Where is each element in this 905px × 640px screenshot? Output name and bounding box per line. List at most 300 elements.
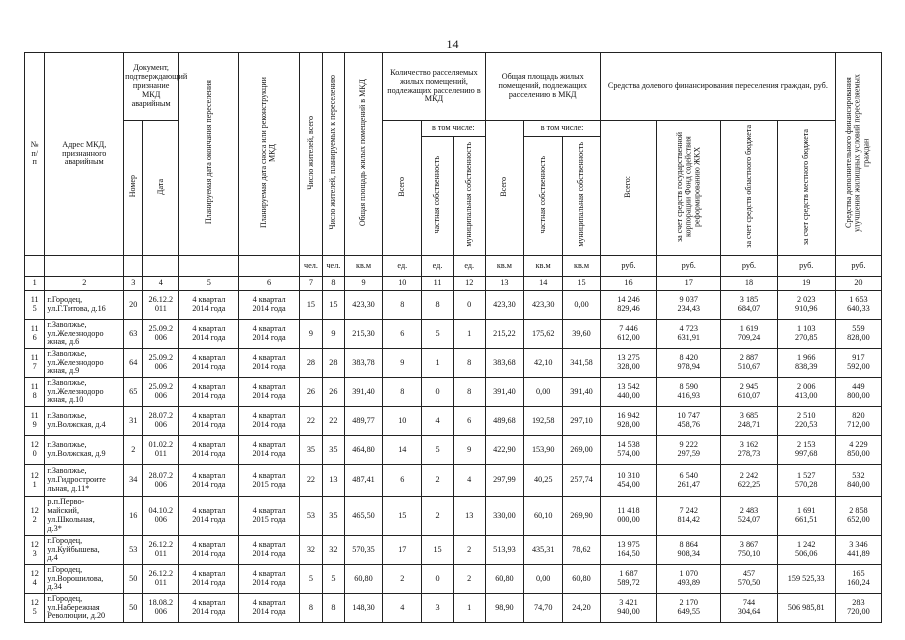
cell-date: 28.07.2 006 xyxy=(143,407,179,436)
cell-res-plan: 26 xyxy=(323,378,344,407)
cell-no: 11 7 xyxy=(25,349,45,378)
cell-f-total: 7 446 612,00 xyxy=(600,320,656,349)
cell-res-total: 9 xyxy=(299,320,322,349)
cell-cnt-mun: 8 xyxy=(453,378,485,407)
cell-a-total: 98,90 xyxy=(485,594,524,623)
cell-area: 489,77 xyxy=(344,407,383,436)
cell-plan-dem: 4 квартал 2015 года xyxy=(239,465,299,497)
cell-cnt-priv: 1 xyxy=(422,349,454,378)
cell-res-plan: 32 xyxy=(323,536,344,565)
cell-cnt-priv: 5 xyxy=(422,436,454,465)
table-row xyxy=(25,565,882,594)
cell-area: 570,35 xyxy=(344,536,383,565)
cell-cnt-priv: 15 xyxy=(422,536,454,565)
column-number-cell: 18 xyxy=(721,277,777,291)
cell-num: 53 xyxy=(124,536,143,565)
cell-addr: г.Заволжье, ул.Железнодоро жная, д.6 xyxy=(45,320,124,349)
header-area-private: частная собственность xyxy=(524,137,563,256)
table-row xyxy=(25,465,882,497)
cell-addr: г.Заволжье, ул.Волжская, д.4 xyxy=(45,407,124,436)
cell-f-add: 283 720,00 xyxy=(835,594,881,623)
column-number-cell: 17 xyxy=(657,277,721,291)
cell-f-add: 165 160,24 xyxy=(835,565,881,594)
cell-f-add: 449 800,00 xyxy=(835,378,881,407)
cell-no: 12 3 xyxy=(25,536,45,565)
column-number-cell: 6 xyxy=(239,277,299,291)
unit-cell xyxy=(124,256,143,277)
cell-area: 464,80 xyxy=(344,436,383,465)
cell-plan-dem: 4 квартал 2014 года xyxy=(239,378,299,407)
cell-a-mun: 78,62 xyxy=(563,536,601,565)
cell-date: 04.10.2 006 xyxy=(143,497,179,536)
unit-cell: кв.м xyxy=(563,256,601,277)
cell-no: 11 9 xyxy=(25,407,45,436)
column-number-cell: 2 xyxy=(45,277,124,291)
cell-f-reg: 3 185 684,07 xyxy=(721,291,777,320)
header-residents-planned: Число жителей, планируемых к переселению xyxy=(323,53,344,256)
header-funding-local: за счет средств местного бюджета xyxy=(777,121,835,256)
header-area-total: Всего xyxy=(485,121,524,256)
cell-res-plan: 5 xyxy=(323,565,344,594)
cell-f-loc: 2 510 220,53 xyxy=(777,407,835,436)
cell-num: 16 xyxy=(124,497,143,536)
cell-plan-res: 4 квартал 2014 года xyxy=(179,436,239,465)
cell-f-total: 14 246 829,46 xyxy=(600,291,656,320)
cell-f-loc: 2 153 997,68 xyxy=(777,436,835,465)
cell-cnt-mun: 6 xyxy=(453,407,485,436)
column-number-cell: 7 xyxy=(299,277,322,291)
cell-area: 487,41 xyxy=(344,465,383,497)
cell-f-loc: 159 525,33 xyxy=(777,565,835,594)
cell-f-fund: 4 723 631,91 xyxy=(657,320,721,349)
cell-cnt-priv: 4 xyxy=(422,407,454,436)
cell-a-total: 330,00 xyxy=(485,497,524,536)
cell-res-plan: 9 xyxy=(323,320,344,349)
cell-a-mun: 391,40 xyxy=(563,378,601,407)
cell-no: 12 5 xyxy=(25,594,45,623)
cell-plan-res: 4 квартал 2014 года xyxy=(179,497,239,536)
cell-res-total: 22 xyxy=(299,465,322,497)
unit-cell xyxy=(143,256,179,277)
header-area-municipal: муниципальная собственность xyxy=(563,137,601,256)
unit-cell: руб. xyxy=(777,256,835,277)
cell-addr: г.Городец, ул.Набережная Революции, д.20 xyxy=(45,594,124,623)
cell-date: 25.09.2 006 xyxy=(143,320,179,349)
cell-res-total: 22 xyxy=(299,407,322,436)
cell-f-add: 917 592,00 xyxy=(835,349,881,378)
column-number-cell: 15 xyxy=(563,277,601,291)
cell-plan-dem: 4 квартал 2015 года xyxy=(239,497,299,536)
cell-a-total: 215,22 xyxy=(485,320,524,349)
cell-res-plan: 28 xyxy=(323,349,344,378)
cell-res-total: 53 xyxy=(299,497,322,536)
cell-cnt-total: 8 xyxy=(383,291,422,320)
cell-no: 12 0 xyxy=(25,436,45,465)
cell-cnt-total: 2 xyxy=(383,565,422,594)
column-number-cell: 14 xyxy=(524,277,563,291)
cell-cnt-total: 9 xyxy=(383,349,422,378)
cell-f-total: 10 310 454,00 xyxy=(600,465,656,497)
cell-f-fund: 6 540 261,47 xyxy=(657,465,721,497)
cell-f-add: 2 858 652,00 xyxy=(835,497,881,536)
cell-cnt-mun: 4 xyxy=(453,465,485,497)
cell-a-priv: 435,31 xyxy=(524,536,563,565)
cell-num: 50 xyxy=(124,565,143,594)
cell-no: 12 4 xyxy=(25,565,45,594)
cell-f-fund: 1 070 493,89 xyxy=(657,565,721,594)
cell-addr: г.Городец, ул.Куйбышева, д.4 xyxy=(45,536,124,565)
cell-area: 60,80 xyxy=(344,565,383,594)
cell-a-total: 391,40 xyxy=(485,378,524,407)
cell-date: 18.08.2 006 xyxy=(143,594,179,623)
unit-cell: чел. xyxy=(299,256,322,277)
cell-cnt-mun: 13 xyxy=(453,497,485,536)
unit-cell xyxy=(179,256,239,277)
cell-cnt-total: 14 xyxy=(383,436,422,465)
cell-cnt-priv: 0 xyxy=(422,378,454,407)
cell-area: 465,50 xyxy=(344,497,383,536)
cell-f-add: 3 346 441,89 xyxy=(835,536,881,565)
cell-a-total: 489,68 xyxy=(485,407,524,436)
table-row xyxy=(25,436,882,465)
cell-a-priv: 423,30 xyxy=(524,291,563,320)
cell-addr: г.Городец, ул.Ворошилова, д.34 xyxy=(45,565,124,594)
cell-f-total: 3 421 940,00 xyxy=(600,594,656,623)
cell-plan-dem: 4 квартал 2014 года xyxy=(239,320,299,349)
cell-f-fund: 8 590 416,93 xyxy=(657,378,721,407)
cell-plan-res: 4 квартал 2014 года xyxy=(179,407,239,436)
unit-cell xyxy=(239,256,299,277)
cell-cnt-total: 6 xyxy=(383,465,422,497)
cell-num: 50 xyxy=(124,594,143,623)
cell-res-plan: 13 xyxy=(323,465,344,497)
header-doc-date: Дата xyxy=(143,121,179,256)
unit-cell: чел. xyxy=(323,256,344,277)
cell-a-priv: 0,00 xyxy=(524,378,563,407)
cell-res-plan: 15 xyxy=(323,291,344,320)
cell-f-total: 14 538 574,00 xyxy=(600,436,656,465)
cell-a-priv: 60,10 xyxy=(524,497,563,536)
cell-cnt-priv: 5 xyxy=(422,320,454,349)
cell-date: 26.12.2 011 xyxy=(143,565,179,594)
cell-no: 11 8 xyxy=(25,378,45,407)
cell-a-priv: 40,25 xyxy=(524,465,563,497)
column-number-cell: 16 xyxy=(600,277,656,291)
header-count-private: частная собственность xyxy=(422,137,454,256)
cell-cnt-priv: 0 xyxy=(422,565,454,594)
header-no: № п/ п xyxy=(25,53,45,256)
unit-cell: кв.м xyxy=(344,256,383,277)
column-number-cell: 8 xyxy=(323,277,344,291)
cell-f-fund: 8 420 978,94 xyxy=(657,349,721,378)
cell-addr: г.Заволжье, ул.Волжская, д.9 xyxy=(45,436,124,465)
table-row xyxy=(25,594,882,623)
cell-f-fund: 8 864 908,34 xyxy=(657,536,721,565)
cell-cnt-total: 4 xyxy=(383,594,422,623)
table-row xyxy=(25,378,882,407)
cell-f-add: 4 229 850,00 xyxy=(835,436,881,465)
column-number-cell: 12 xyxy=(453,277,485,291)
cell-no: 12 1 xyxy=(25,465,45,497)
cell-f-total: 11 418 000,00 xyxy=(600,497,656,536)
cell-plan-dem: 4 квартал 2014 года xyxy=(239,565,299,594)
cell-num: 2 xyxy=(124,436,143,465)
cell-f-reg: 2 242 622,25 xyxy=(721,465,777,497)
cell-f-reg: 2 887 510,67 xyxy=(721,349,777,378)
cell-plan-dem: 4 квартал 2014 года xyxy=(239,436,299,465)
header-planned-demolition: Планируемая дата сноса или реконструкции МКД xyxy=(239,53,299,256)
cell-plan-res: 4 квартал 2014 года xyxy=(179,291,239,320)
cell-res-total: 35 xyxy=(299,436,322,465)
cell-cnt-total: 17 xyxy=(383,536,422,565)
cell-res-total: 8 xyxy=(299,594,322,623)
cell-num: 63 xyxy=(124,320,143,349)
cell-plan-dem: 4 квартал 2014 года xyxy=(239,291,299,320)
cell-cnt-priv: 8 xyxy=(422,291,454,320)
header-living-area: Общая площадь жилых помещений в МКД xyxy=(344,53,383,256)
cell-res-total: 28 xyxy=(299,349,322,378)
cell-a-priv: 175,62 xyxy=(524,320,563,349)
header-planned-resettlement: Планируемая дата окончания переселения xyxy=(179,53,239,256)
cell-no: 11 5 xyxy=(25,291,45,320)
column-number-cell: 13 xyxy=(485,277,524,291)
cell-addr: г.Заволжье, ул.Железнодоро жная, д.9 xyxy=(45,349,124,378)
unit-cell: ед. xyxy=(422,256,454,277)
cell-addr: г.Городец, ул.Г.Титова, д.16 xyxy=(45,291,124,320)
cell-cnt-total: 6 xyxy=(383,320,422,349)
cell-f-reg: 1 619 709,24 xyxy=(721,320,777,349)
unit-cell xyxy=(25,256,45,277)
cell-f-add: 1 653 640,33 xyxy=(835,291,881,320)
cell-cnt-mun: 2 xyxy=(453,536,485,565)
header-funding-regional: за счет средств областного бюджета xyxy=(721,121,777,256)
cell-area: 215,30 xyxy=(344,320,383,349)
column-number-cell: 11 xyxy=(422,277,454,291)
cell-res-total: 5 xyxy=(299,565,322,594)
cell-date: 28.07.2 006 xyxy=(143,465,179,497)
resettlement-table xyxy=(24,52,882,623)
cell-a-priv: 0,00 xyxy=(524,565,563,594)
cell-cnt-mun: 9 xyxy=(453,436,485,465)
cell-cnt-mun: 0 xyxy=(453,291,485,320)
cell-cnt-priv: 2 xyxy=(422,497,454,536)
header-funding-fund: за счет средств государственной корпорации Фонд содействия реформированию ЖКХ xyxy=(657,121,721,256)
unit-cell: ед. xyxy=(383,256,422,277)
cell-a-total: 297,99 xyxy=(485,465,524,497)
cell-f-total: 16 942 928,00 xyxy=(600,407,656,436)
header-residents-total: Число жителей, всего xyxy=(299,53,322,256)
cell-num: 65 xyxy=(124,378,143,407)
cell-addr: г.Заволжье, ул.Гидростроите льная, д.11* xyxy=(45,465,124,497)
cell-plan-res: 4 квартал 2014 года xyxy=(179,378,239,407)
cell-area: 148,30 xyxy=(344,594,383,623)
unit-cell: руб. xyxy=(721,256,777,277)
header-count-incl: в том числе: xyxy=(422,121,485,137)
cell-a-mun: 60,80 xyxy=(563,565,601,594)
header-area-group: Общая площадь жилых помещений, подлежащих расселению в МКД xyxy=(485,53,600,121)
cell-a-priv: 153,90 xyxy=(524,436,563,465)
header-count-group: Количество расселяемых жилых помещений, подлежащих расселению в МКД xyxy=(383,53,485,121)
cell-area: 423,30 xyxy=(344,291,383,320)
cell-plan-res: 4 квартал 2014 года xyxy=(179,320,239,349)
cell-a-mun: 269,00 xyxy=(563,436,601,465)
page-number: 14 xyxy=(446,37,459,51)
cell-f-add: 559 828,00 xyxy=(835,320,881,349)
cell-f-fund: 9 222 297,59 xyxy=(657,436,721,465)
cell-f-total: 13 975 164,50 xyxy=(600,536,656,565)
cell-plan-res: 4 квартал 2014 года xyxy=(179,594,239,623)
cell-f-loc: 506 985,81 xyxy=(777,594,835,623)
cell-area: 391,40 xyxy=(344,378,383,407)
cell-a-priv: 192,58 xyxy=(524,407,563,436)
column-numbers-row xyxy=(25,277,882,291)
cell-a-total: 383,68 xyxy=(485,349,524,378)
table-row xyxy=(25,320,882,349)
cell-plan-dem: 4 квартал 2014 года xyxy=(239,536,299,565)
header-doc-number: Номер xyxy=(124,121,143,256)
column-number-cell: 5 xyxy=(179,277,239,291)
column-number-cell: 20 xyxy=(835,277,881,291)
column-number-cell: 4 xyxy=(143,277,179,291)
cell-plan-res: 4 квартал 2014 года xyxy=(179,465,239,497)
column-number-cell: 1 xyxy=(25,277,45,291)
cell-f-reg: 2 945 610,07 xyxy=(721,378,777,407)
cell-plan-res: 4 квартал 2014 года xyxy=(179,349,239,378)
cell-addr: г.Заволжье, ул.Железнодоро жная, д.10 xyxy=(45,378,124,407)
cell-a-mun: 269,90 xyxy=(563,497,601,536)
cell-f-fund: 9 037 234,43 xyxy=(657,291,721,320)
header-funding-group: Средства долевого финансирования переселения граждан, руб. xyxy=(600,53,835,121)
cell-res-plan: 8 xyxy=(323,594,344,623)
cell-a-mun: 341,58 xyxy=(563,349,601,378)
column-number-cell: 3 xyxy=(124,277,143,291)
cell-f-loc: 1 103 270,85 xyxy=(777,320,835,349)
header-additional-funding: Средства дополнительного финансирования улучшения жилищных условий переселяемых граждан xyxy=(835,53,881,256)
cell-cnt-mun: 1 xyxy=(453,320,485,349)
cell-area: 383,78 xyxy=(344,349,383,378)
cell-res-plan: 35 xyxy=(323,436,344,465)
cell-num: 64 xyxy=(124,349,143,378)
header-count-municipal: муниципальная собственность xyxy=(453,137,485,256)
unit-cell: ед. xyxy=(453,256,485,277)
cell-f-reg: 2 483 524,07 xyxy=(721,497,777,536)
cell-a-total: 513,93 xyxy=(485,536,524,565)
cell-f-loc: 1 242 506,06 xyxy=(777,536,835,565)
cell-plan-res: 4 квартал 2014 года xyxy=(179,565,239,594)
cell-date: 26.12.2 011 xyxy=(143,536,179,565)
cell-plan-dem: 4 квартал 2014 года xyxy=(239,407,299,436)
table-row xyxy=(25,497,882,536)
cell-f-total: 1 687 589,72 xyxy=(600,565,656,594)
cell-cnt-total: 8 xyxy=(383,378,422,407)
cell-num: 20 xyxy=(124,291,143,320)
unit-cell: кв.м xyxy=(524,256,563,277)
unit-cell: кв.м xyxy=(485,256,524,277)
cell-a-priv: 42,10 xyxy=(524,349,563,378)
table-row xyxy=(25,349,882,378)
cell-res-plan: 35 xyxy=(323,497,344,536)
column-number-cell: 10 xyxy=(383,277,422,291)
cell-date: 01.02.2 011 xyxy=(143,436,179,465)
cell-f-loc: 1 966 838,39 xyxy=(777,349,835,378)
cell-cnt-mun: 1 xyxy=(453,594,485,623)
cell-a-mun: 257,74 xyxy=(563,465,601,497)
cell-a-total: 423,30 xyxy=(485,291,524,320)
cell-f-reg: 744 304,64 xyxy=(721,594,777,623)
cell-a-mun: 297,10 xyxy=(563,407,601,436)
cell-num: 34 xyxy=(124,465,143,497)
cell-a-total: 60,80 xyxy=(485,565,524,594)
cell-a-mun: 0,00 xyxy=(563,291,601,320)
cell-a-mun: 24,20 xyxy=(563,594,601,623)
cell-cnt-total: 15 xyxy=(383,497,422,536)
unit-cell: руб. xyxy=(835,256,881,277)
cell-f-total: 13 275 328,00 xyxy=(600,349,656,378)
cell-cnt-mun: 2 xyxy=(453,565,485,594)
table-row xyxy=(25,407,882,436)
table-body xyxy=(25,291,882,623)
unit-cell xyxy=(45,256,124,277)
cell-no: 11 6 xyxy=(25,320,45,349)
cell-f-loc: 2 006 413,00 xyxy=(777,378,835,407)
cell-addr: р.п.Перво- майский, ул.Школьная, д.3* xyxy=(45,497,124,536)
cell-f-add: 532 840,00 xyxy=(835,465,881,497)
table-row xyxy=(25,291,882,320)
cell-a-mun: 39,60 xyxy=(563,320,601,349)
cell-cnt-total: 10 xyxy=(383,407,422,436)
cell-res-total: 15 xyxy=(299,291,322,320)
unit-cell: руб. xyxy=(600,256,656,277)
cell-f-loc: 1 691 661,51 xyxy=(777,497,835,536)
cell-cnt-priv: 3 xyxy=(422,594,454,623)
cell-f-fund: 10 747 458,76 xyxy=(657,407,721,436)
column-number-cell: 19 xyxy=(777,277,835,291)
cell-f-reg: 457 570,50 xyxy=(721,565,777,594)
cell-res-total: 32 xyxy=(299,536,322,565)
cell-num: 31 xyxy=(124,407,143,436)
cell-cnt-priv: 2 xyxy=(422,465,454,497)
cell-res-plan: 22 xyxy=(323,407,344,436)
cell-f-reg: 3 867 750,10 xyxy=(721,536,777,565)
cell-cnt-mun: 8 xyxy=(453,349,485,378)
cell-plan-dem: 4 квартал 2014 года xyxy=(239,594,299,623)
cell-f-loc: 2 023 910,96 xyxy=(777,291,835,320)
header-funding-total: Всего: xyxy=(600,121,656,256)
cell-a-priv: 74,70 xyxy=(524,594,563,623)
header-area-incl: в том числе: xyxy=(524,121,601,137)
cell-f-fund: 2 170 649,55 xyxy=(657,594,721,623)
cell-f-reg: 3 162 278,73 xyxy=(721,436,777,465)
cell-date: 25.09.2 006 xyxy=(143,349,179,378)
unit-cell: руб. xyxy=(657,256,721,277)
cell-no: 12 2 xyxy=(25,497,45,536)
header-document: Документ, подтверждающий признание МКД аварийным xyxy=(124,53,179,121)
cell-date: 26.12.2 011 xyxy=(143,291,179,320)
table-row xyxy=(25,536,882,565)
header-address: Адрес МКД, признанного аварийным xyxy=(45,53,124,256)
units-row xyxy=(25,256,882,277)
cell-res-total: 26 xyxy=(299,378,322,407)
cell-date: 25.09.2 006 xyxy=(143,378,179,407)
cell-f-reg: 3 685 248,71 xyxy=(721,407,777,436)
cell-plan-dem: 4 квартал 2014 года xyxy=(239,349,299,378)
cell-f-add: 820 712,00 xyxy=(835,407,881,436)
column-number-cell: 9 xyxy=(344,277,383,291)
cell-f-loc: 1 527 570,28 xyxy=(777,465,835,497)
cell-f-total: 13 542 440,00 xyxy=(600,378,656,407)
cell-a-total: 422,90 xyxy=(485,436,524,465)
cell-plan-res: 4 квартал 2014 года xyxy=(179,536,239,565)
